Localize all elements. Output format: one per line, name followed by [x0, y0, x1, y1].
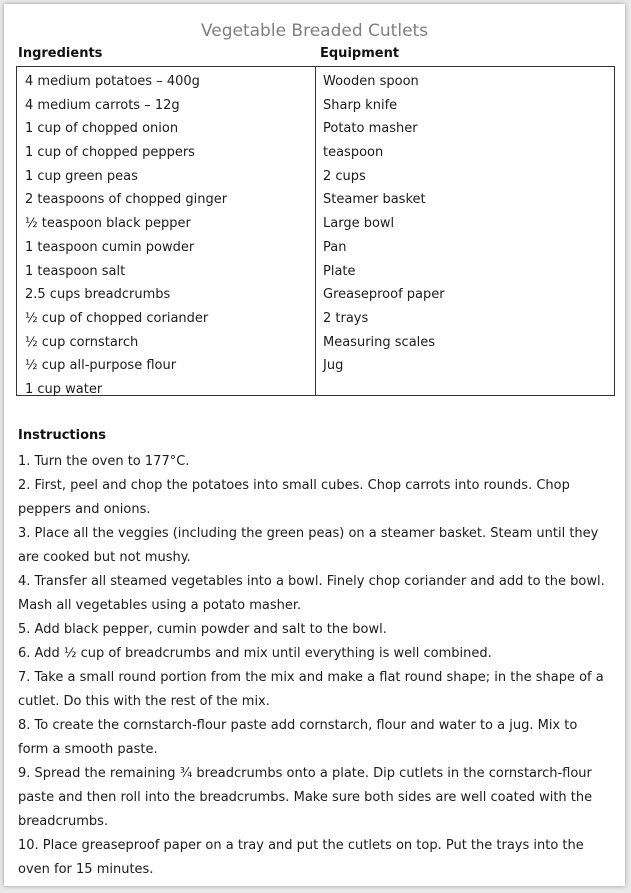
instruction-step: 6. Add ½ cup of breadcrumbs and mix until everything is well combined.	[18, 646, 492, 661]
equipment-item: Measuring scales	[323, 334, 436, 350]
instruction-step: 4. Transfer all steamed vegetables into a bowl. Finely chop coriander and add to the bowl. Mash all vegetables using a potato masher.	[18, 574, 605, 613]
instructions-heading: Instructions	[18, 428, 107, 443]
equipment-item: 2 trays	[323, 310, 369, 326]
instruction-step: 1. Turn the oven to 177°C.	[18, 454, 190, 469]
ingredient-item: 4 medium carrots – 12g	[25, 97, 180, 113]
instruction-step: 3. Place all the veggies (including the green peas) on a steamer basket. Steam until they are cooked but not mushy.	[18, 526, 599, 565]
equipment-item: Potato masher	[323, 121, 418, 137]
instruction-step: 7. Take a small round portion from the mix and make a flat round shape; in the shape of a cutlet. Do this with the rest of the mix.	[18, 670, 604, 709]
ingredient-item: 1 cup of chopped onion	[25, 121, 179, 137]
equipment-list	[323, 70, 445, 378]
equipment-item: Jug	[323, 358, 344, 374]
instruction-step: 2. First, peel and chop the potatoes into small cubes. Chop carrots into rounds. Chop peppers and onions.	[18, 478, 570, 517]
equipment-item: Wooden spoon	[323, 74, 419, 89]
equipment-item: Steamer basket	[323, 192, 426, 208]
equipment-item: Large bowl	[323, 216, 395, 232]
instruction-step: 9. Spread the remaining ¾ breadcrumbs onto a plate. Dip cutlets in the cornstarch-flour paste and then roll into the breadcrumbs. Make sure both sides are well coated with the breadcrumbs.	[18, 766, 593, 829]
ingredients-heading: Ingredients	[18, 46, 103, 61]
page-title: Vegetable Breaded Cutlets	[200, 21, 429, 41]
ingredient-item: ½ cup of chopped coriander	[25, 310, 209, 326]
ingredient-item: 1 teaspoon salt	[25, 263, 126, 279]
ingredient-item: 1 cup green peas	[25, 168, 138, 184]
equipment-item: teaspoon	[323, 145, 384, 161]
ingredient-item: 1 cup of chopped peppers	[25, 145, 195, 161]
equipment-item: Sharp knife	[323, 97, 398, 113]
equipment-item: Greaseproof paper	[323, 287, 445, 303]
ingredient-item: ½ teaspoon black pepper	[25, 216, 191, 232]
ingredients-list	[25, 70, 227, 402]
ingredients-equipment-table	[16, 66, 615, 396]
instructions-list	[18, 450, 610, 882]
equipment-item: Plate	[323, 263, 356, 279]
ingredient-item: 2 teaspoons of chopped ginger	[25, 192, 228, 208]
instruction-step: 8. To create the cornstarch-flour paste add cornstarch, flour and water to a jug. Mix to form a smooth paste.	[18, 718, 578, 757]
equipment-item: 2 cups	[323, 168, 366, 184]
column-divider	[315, 67, 316, 395]
instruction-step: 10. Place greaseproof paper on a tray and put the cutlets on top. Put the trays into the oven for 15 minutes.	[18, 838, 584, 877]
ingredient-item: 1 teaspoon cumin powder	[25, 239, 195, 255]
ingredient-item: ½ cup cornstarch	[25, 334, 139, 350]
instruction-step: 5. Add black pepper, cumin powder and salt to the bowl.	[18, 622, 387, 637]
ingredient-item: ½ cup all-purpose flour	[25, 358, 177, 374]
equipment-heading: Equipment	[320, 46, 400, 61]
ingredient-item: 4 medium potatoes – 400g	[25, 74, 200, 89]
ingredient-item: 1 cup water	[25, 381, 103, 397]
ingredient-item: 2.5 cups breadcrumbs	[25, 287, 171, 303]
recipe-page	[4, 4, 625, 886]
equipment-item: Pan	[323, 239, 347, 255]
